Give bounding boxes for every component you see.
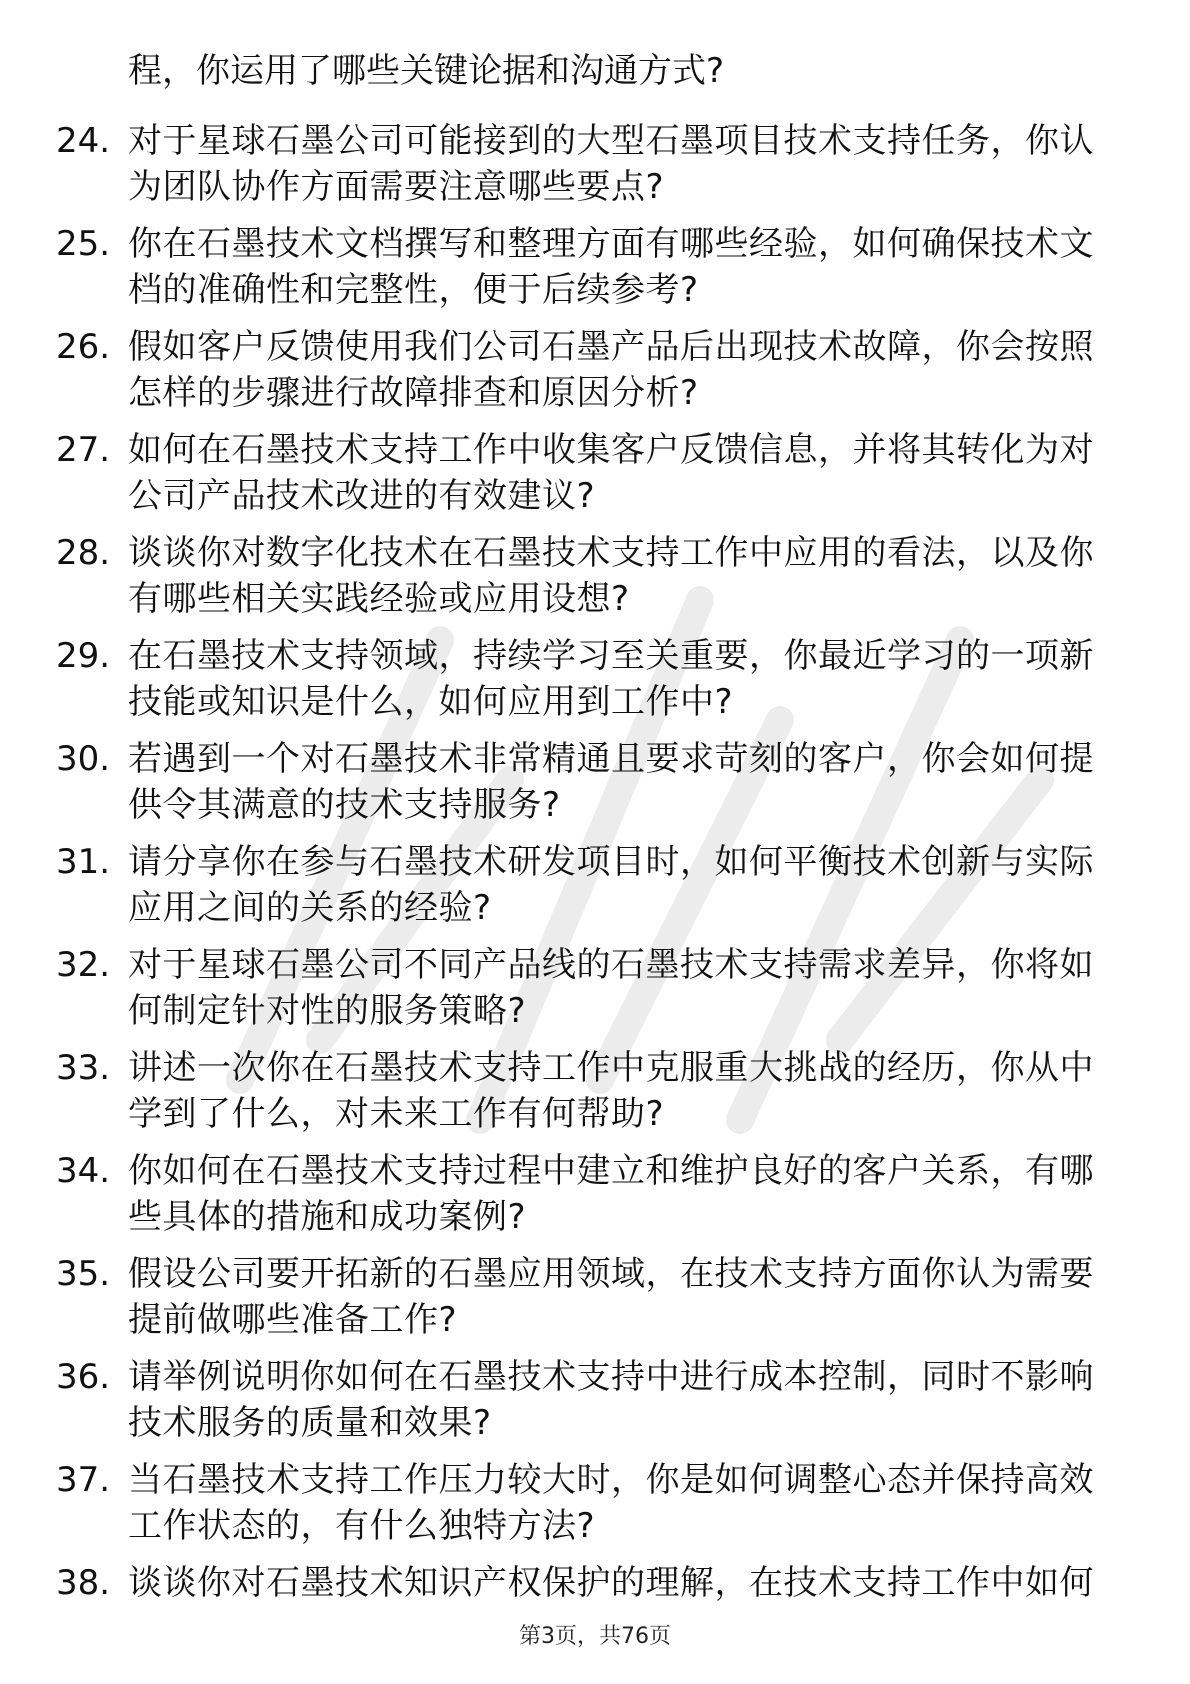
list-item [0, 633, 1190, 736]
question-text: 若遇到一个对石墨技术非常精通且要求苛刻的客户，你会如何提供令其满意的技术支持服务? [128, 739, 1094, 825]
list-item [0, 1251, 1190, 1354]
list-item [0, 736, 1190, 839]
question-text: 在石墨技术支持领域，持续学习至关重要，你最近学习的一项新技能或知识是什么，如何应用到工作中? [128, 636, 1094, 722]
question-number: 28. [56, 533, 111, 573]
question-text: 当石墨技术支持工作压力较大时，你是如何调整心态并保持高效工作状态的，有什么独特方法? [128, 1460, 1094, 1546]
question-text: 你在石墨技术文档撰写和整理方面有哪些经验，如何确保技术文档的准确性和完整性，便于后续参考? [128, 224, 1094, 310]
list-item [0, 324, 1190, 427]
question-text: 对于星球石墨公司不同产品线的石墨技术支持需求差异，你将如何制定针对性的服务策略? [128, 945, 1094, 1031]
question-text: 假设公司要开拓新的石墨应用领域，在技术支持方面你认为需要提前做哪些准备工作? [128, 1254, 1094, 1340]
list-item [0, 1148, 1190, 1251]
list-item [0, 942, 1190, 1045]
list-item [0, 1457, 1190, 1560]
question-number: 25. [56, 224, 111, 264]
question-number: 34. [56, 1151, 111, 1191]
question-text: 讲述一次你在石墨技术支持工作中克服重大挑战的经历，你从中学到了什么，对未来工作有何帮助? [128, 1048, 1094, 1134]
question-text: 假如客户反馈使用我们公司石墨产品后出现技术故障，你会按照怎样的步骤进行故障排查和原因分析? [128, 327, 1094, 413]
list-item [0, 530, 1190, 633]
question-number: 33. [56, 1048, 111, 1088]
page-number-footer: 第3页，共76页 [519, 1624, 671, 1649]
question-text: 请分享你在参与石墨技术研发项目时，如何平衡技术创新与实际应用之间的关系的经验? [128, 842, 1094, 928]
question-number: 31. [56, 842, 111, 882]
question-text: 如何在石墨技术支持工作中收集客户反馈信息，并将其转化为对公司产品技术改进的有效建议? [128, 430, 1094, 516]
list-item [0, 1045, 1190, 1148]
question-number: 29. [56, 636, 111, 676]
question-number: 26. [56, 327, 111, 367]
question-number: 36. [56, 1357, 111, 1397]
question-number: 30. [56, 739, 111, 779]
question-number: 38. [56, 1563, 111, 1603]
question-number: 35. [56, 1254, 111, 1294]
question-text: 谈谈你对数字化技术在石墨技术支持工作中应用的看法，以及你有哪些相关实践经验或应用设想? [128, 533, 1094, 619]
question-text: 谈谈你对石墨技术知识产权保护的理解，在技术支持工作中如何 [128, 1563, 1094, 1603]
list-item [0, 221, 1190, 324]
question-list [0, 118, 1190, 1663]
list-item [0, 1354, 1190, 1457]
question-text: 对于星球石墨公司可能接到的大型石墨项目技术支持任务，你认为团队协作方面需要注意哪些要点? [128, 121, 1094, 207]
question-number: 27. [56, 430, 111, 470]
question-number: 24. [56, 121, 111, 161]
question-text: 你如何在石墨技术支持过程中建立和维护良好的客户关系，有哪些具体的措施和成功案例? [128, 1151, 1094, 1237]
continuation-text: 程，你运用了哪些关键论据和沟通方式? [128, 51, 725, 91]
question-text: 请举例说明你如何在石墨技术支持中进行成本控制，同时不影响技术服务的质量和效果? [128, 1357, 1094, 1443]
list-item [0, 427, 1190, 530]
list-item [0, 839, 1190, 942]
question-number: 32. [56, 945, 111, 985]
question-number: 37. [56, 1460, 111, 1500]
list-item [0, 118, 1190, 221]
